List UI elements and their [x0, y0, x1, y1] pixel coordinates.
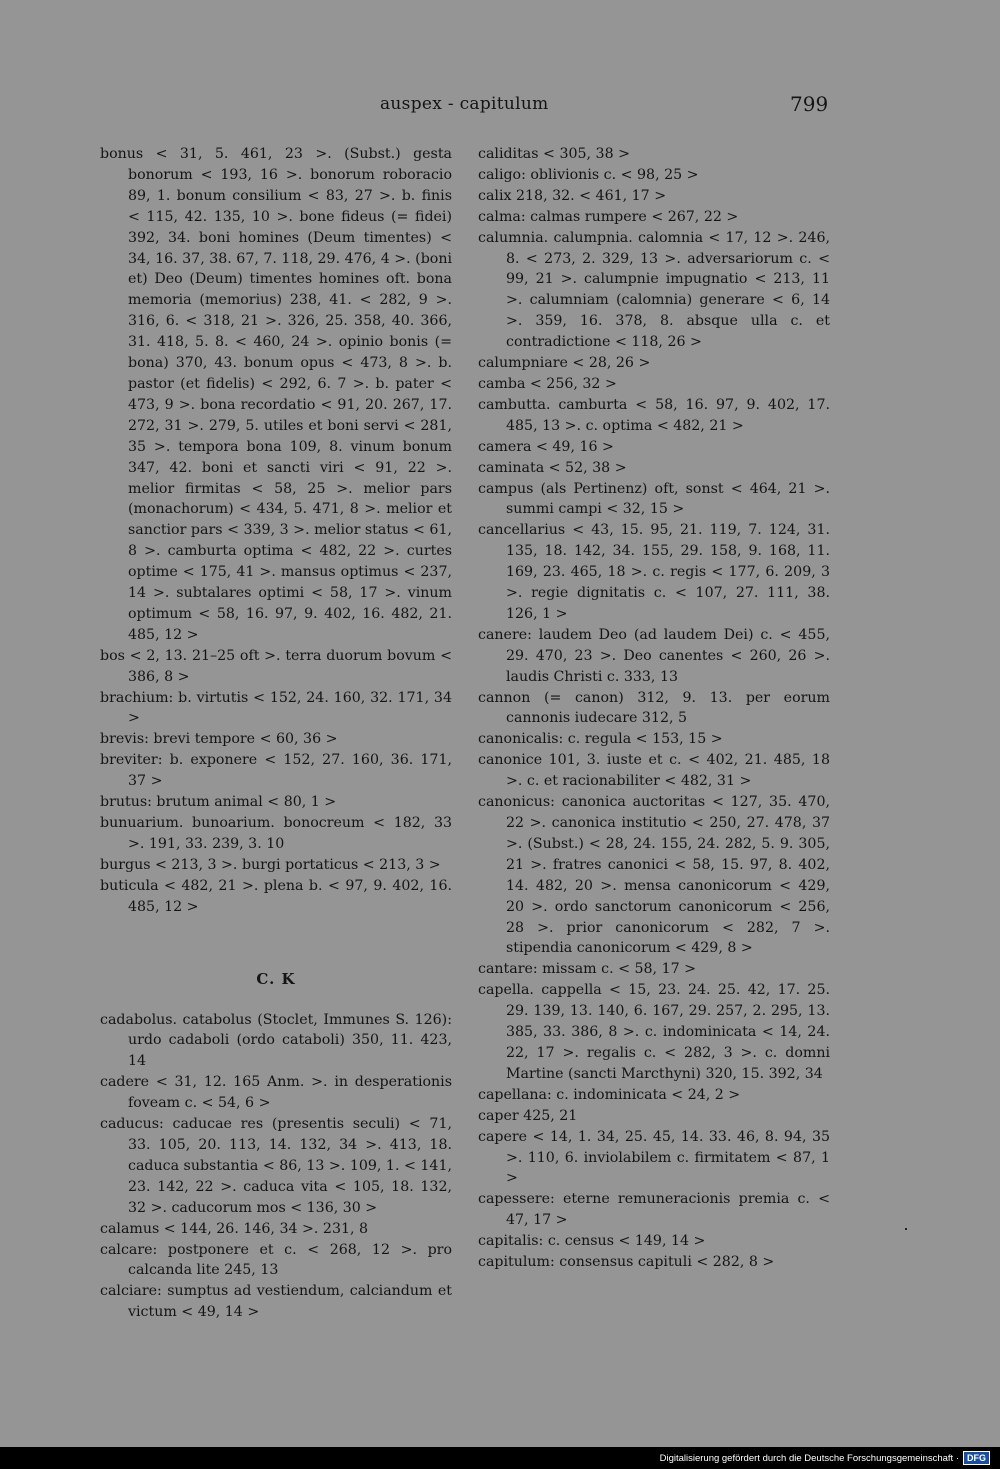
dfg-logo: DFG — [963, 1451, 990, 1465]
index-entry: brutus: brutum animal < 80, 1 > — [100, 794, 337, 811]
section-heading: C. K — [256, 969, 296, 988]
index-entry: calamus < 144, 26. 146, 34 >. 231, 8 — [100, 1220, 369, 1237]
index-entry: caligo: oblivionis c. < 98, 25 > — [478, 166, 699, 183]
right-column — [478, 144, 830, 1273]
index-entry: cadere < 31, 12. 165 Anm. >. in desperationis foveam c. < 54, 6 > — [100, 1074, 452, 1112]
index-entry: bos < 2, 13. 21–25 oft >. terra duorum bovum < 386, 8 > — [100, 647, 452, 685]
index-entry: caducus: caducae res (presentis seculi) < 71, 33. 105, 20. 113, 14. 132, 34 >. 413, 18. caduca substantia < 86, 13 >. 109, 1. < 141, 23. 142, 22 >. caduca vita < 105, 18. 132, 32 >. caducorum mos < 136, 30 > — [100, 1116, 452, 1216]
scan-speck — [905, 1228, 907, 1230]
index-entry: calix 218, 32. < 461, 17 > — [478, 187, 667, 204]
index-entry: breviter: b. exponere < 152, 27. 160, 36. 171, 37 > — [100, 752, 452, 790]
index-entry: canonicus: canonica auctoritas < 127, 35. 470, 22 >. canonica institutio < 250, 27. 478, 37 >. (Subst.) < 28, 24. 155, 24. 282, 5. 9. 305, 21 >. fratres canonici < 58, 15. 97, 8. 402, 14. 482, 20 >. mensa canonicorum < 429, 20 >. ordo sanctorum canonicorum < 256, 28 >. prior canonicorum < 282, 7 >. stipendia canonicorum < 429, 8 > — [478, 794, 830, 957]
index-entry: cadabolus. catabolus (Stoclet, Immunes S. 126): urdo cadaboli (ordo cataboli) 350, 11. 423, 14 — [100, 1011, 452, 1070]
index-entry: burgus < 213, 3 >. burgi portaticus < 213, 3 > — [100, 856, 441, 873]
index-entry: capitulum: consensus capituli < 282, 8 > — [478, 1254, 775, 1271]
index-entry: buticula < 482, 21 >. plena b. < 97, 9. 402, 16. 485, 12 > — [100, 877, 452, 915]
index-entry: capessere: eterne remuneracionis premia c. < 47, 17 > — [478, 1191, 830, 1229]
running-head: auspex - capitulum — [380, 94, 549, 114]
index-entry: brachium: b. virtutis < 152, 24. 160, 32. 171, 34 > — [100, 689, 452, 727]
index-entry: calumnia. calumpnia. calomnia < 17, 12 >. 246, 8. < 273, 2. 329, 13 >. adversariorum c. < 99, 21 >. calumpnie impugnatio < 213, 11 >. calumniam (calomnia) generare < 6, 14 >. 359, 16. 378, 8. absque ulla c. et contradictione < 118, 26 > — [478, 229, 830, 351]
index-entry: canere: laudem Deo (ad laudem Dei) c. < 455, 29. 470, 23 >. Deo canentes < 260, 26 >. laudis Christi c. 333, 13 — [478, 626, 830, 685]
digitization-footer — [0, 1447, 1000, 1469]
footer-credit-text: Digitalisierung gefördert durch die Deutsche Forschungsgemeinschaft · — [659, 1452, 959, 1464]
index-entry: cannon (= canon) 312, 9. 13. per eorum cannonis iudecare 312, 5 — [478, 689, 830, 727]
index-entry: capella. cappella < 15, 23. 24. 25. 42, 17. 25. 29. 139, 13. 140, 6. 167, 29. 257, 2. 295, 13. 385, 33. 386, 8 >. c. indominicata < 14, 24. 22, 17 >. regalis c. < 282, 3 >. c. domni Martine (sancti Marcthyni) 320, 15. 392, 34 — [478, 982, 830, 1082]
index-entry: capellana: c. indominicata < 24, 2 > — [478, 1086, 741, 1103]
index-entry: capere < 14, 1. 34, 25. 45, 14. 33. 46, 8. 94, 35 >. 110, 6. inviolabilem c. firmitatem < 87, 1 > — [478, 1128, 830, 1187]
index-entry: campus (als Pertinenz) oft, sonst < 464, 21 >. summi campi < 32, 15 > — [478, 480, 830, 518]
index-entry: caliditas < 305, 38 > — [478, 146, 630, 162]
index-entry: calumpniare < 28, 26 > — [478, 355, 651, 372]
index-entry: brevis: brevi tempore < 60, 36 > — [100, 731, 338, 748]
left-column — [100, 144, 452, 1323]
index-entry: cambutta. camburta < 58, 16. 97, 9. 402, 17. 485, 13 >. c. optima < 482, 21 > — [478, 396, 830, 434]
index-entry: calcare: postponere et c. < 268, 12 >. pro calcanda lite 245, 13 — [100, 1241, 452, 1279]
index-entry: canonicalis: c. regula < 153, 15 > — [478, 731, 723, 748]
index-entry: cantare: missam c. < 58, 17 > — [478, 961, 697, 978]
index-entry: bonus < 31, 5. 461, 23 >. (Subst.) gesta bonorum < 193, 16 >. bonorum roboracio 89, 1. bonum consilium < 83, 27 >. b. finis < 115, 42. 135, 10 >. bone fideus (= fidei) 392, 34. boni homines (Deum timentes) < 34, 16. 37, 38. 67, 7. 118, 29. 476, 4 >. (boni et) Deo (Deum) timentes homines oft. bona memoria (memorius) 238, 41. < 282, 9 >. 316, 6. < 318, 21 >. 326, 25. 358, 40. 366, 31. 418, 5. 8. < 460, 24 >. opinio bonis (= bona) 370, 43. bonum opus < 473, 8 >. b. pastor (et fidelis) < 292, 6. 7 >. b. pater < 473, 9 >. bona recordatio < 91, 20. 267, 17. 272, 31 >. 279, 5. utiles et boni servi < 281, 35 >. tempora bona 109, 8. vinum bonum 347, 42. boni et sancti viri < 91, 22 >. melior firmitas < 58, 25 >. melior pars (monachorum) < 434, 5. 471, 8 >. melior et sanctior pars < 339, 3 >. melior status < 61, 8 >. camburta optima < 482, 22 >. curtes optime < 175, 41 >. mansus optimus < 237, 14 >. subtalares optimi < 58, 17 >. vinum optimum < 58, 16. 97, 9. 402, 16. 482, 21. 485, 12 > — [100, 146, 452, 643]
index-entry: camera < 49, 16 > — [478, 438, 614, 455]
index-entry: calciare: sumptus ad vestiendum, calciandum et victum < 49, 14 > — [100, 1283, 452, 1321]
index-entry: cancellarius < 43, 15. 95, 21. 119, 7. 124, 31. 135, 18. 142, 34. 155, 29. 158, 9. 168, 11. 169, 23. 465, 18 >. c. regis < 177, 6. 209, 3 >. regie dignitatis c. < 107, 27. 111, 38. 126, 1 > — [478, 522, 830, 622]
index-entry: caper 425, 21 — [478, 1107, 578, 1124]
page-number: 799 — [790, 92, 829, 116]
index-entry: calma: calmas rumpere < 267, 22 > — [478, 208, 739, 225]
index-entry: camba < 256, 32 > — [478, 375, 617, 392]
index-entry: caminata < 52, 38 > — [478, 459, 627, 476]
index-entry: canonice 101, 3. iuste et c. < 402, 21. 485, 18 >. c. et racionabiliter < 482, 31 > — [478, 752, 830, 790]
index-entry: bunuarium. bunoarium. bonocreum < 182, 33 >. 191, 33. 239, 3. 10 — [100, 815, 452, 852]
index-entry: capitalis: c. census < 149, 14 > — [478, 1233, 706, 1250]
